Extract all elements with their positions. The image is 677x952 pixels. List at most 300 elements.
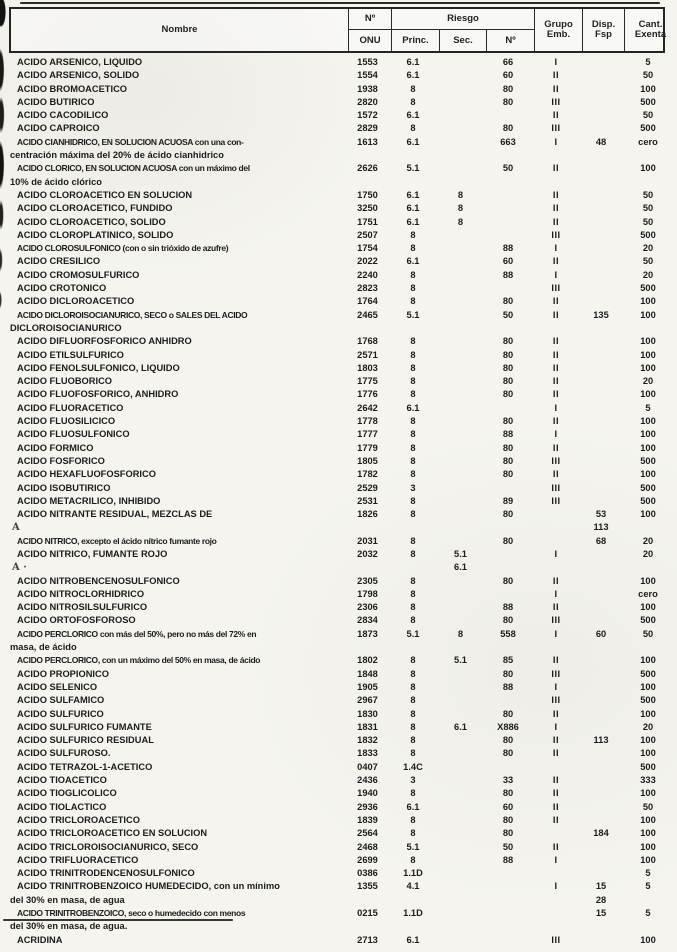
cell-nombre: ACIDO SULFURICO FUMANTE (17, 721, 152, 732)
cell-grupo-emb: I (554, 588, 558, 599)
cell-riesgo-num: 80 (502, 123, 514, 134)
cell-riesgo-princ: 8 (410, 655, 416, 666)
cell-nombre: ACIDO NITROCLORHIDRICO (17, 588, 145, 599)
cell-riesgo-princ: 8 (410, 429, 416, 440)
cell-grupo-emb: II (552, 349, 560, 360)
cell-nombre: ACIDO FLUORACETICO (17, 402, 124, 413)
cell-cant-exenta: 20 (642, 721, 654, 732)
table-row (9, 162, 674, 175)
table-header (9, 7, 665, 53)
cell-riesgo-princ: 8 (410, 588, 416, 599)
cell-riesgo-sec: 8 (457, 203, 464, 214)
cell-onu: 1873 (357, 628, 378, 639)
cell-riesgo-princ: 8 (410, 349, 416, 360)
cell-riesgo-num: 80 (502, 442, 514, 453)
cell-cant-exenta: 5 (645, 881, 651, 892)
table-row (9, 734, 674, 747)
table-row (9, 575, 674, 588)
cell-riesgo-princ: 8 (410, 123, 416, 134)
cell-onu: 2531 (357, 495, 378, 506)
cell-cant-exenta: 50 (642, 110, 654, 121)
header-disp-esp (582, 9, 624, 51)
cell-cant-exenta: 100 (640, 748, 656, 759)
cell-grupo-emb: II (552, 575, 560, 586)
cell-riesgo-num: 80 (502, 296, 514, 307)
table-row (9, 535, 674, 548)
cell-nombre: ACIDO TRICLOROISOCIANURICO, SECO (17, 841, 199, 852)
table-row-cont (9, 894, 674, 907)
table-row (9, 83, 674, 96)
cell-nombre: ACIDO NITROSILSULFURICO (17, 602, 148, 613)
header-riesgo-num: Nº (486, 30, 534, 51)
cell-grupo-emb: III (551, 695, 561, 706)
cell-onu: 2529 (357, 482, 378, 493)
cell-riesgo-princ: 8 (410, 748, 416, 759)
table-row-cont (9, 176, 674, 189)
cell-riesgo-num: 60 (502, 70, 514, 81)
cell-cant-exenta: 500 (640, 482, 656, 493)
cell-riesgo-princ: 8 (410, 336, 416, 347)
cell-nombre: DICLOROISOCIANURICO (10, 322, 122, 333)
cell-nombre: ACIDO CROMOSULFURICO (17, 269, 140, 280)
header-grupo-line1: Grupo (544, 19, 573, 30)
cell-grupo-emb: III (551, 615, 561, 626)
table-row-cont (9, 149, 674, 162)
cell-riesgo-princ: 3 (410, 775, 416, 786)
cell-riesgo-num: 80 (502, 828, 514, 839)
cell-riesgo-princ: 8 (410, 269, 416, 280)
cell-nombre: ACIDO HEXAFLUOFOSFORICO (17, 469, 156, 480)
cell-disp-esp: 68 (595, 535, 607, 546)
cell-cant-exenta: cero (638, 136, 658, 147)
cell-riesgo-princ: 8 (410, 96, 416, 107)
cell-onu: 1905 (357, 681, 378, 692)
cell-grupo-emb: III (551, 495, 561, 506)
table-row (9, 442, 674, 455)
cell-grupo-emb: II (552, 336, 560, 347)
cell-nombre: ACIDO FLUOBORICO (17, 376, 113, 387)
cell-cant-exenta: 50 (642, 801, 654, 812)
cell-riesgo-num: 80 (502, 96, 514, 107)
cell-riesgo-num: 80 (502, 575, 514, 586)
table-row (9, 455, 674, 468)
header-cant-line2: Exenta (634, 29, 667, 40)
cell-cant-exenta: 5 (645, 868, 651, 879)
cell-cant-exenta: 20 (642, 376, 654, 387)
cell-riesgo-num: 33 (502, 775, 514, 786)
cell-riesgo-princ: 8 (410, 721, 416, 732)
cell-grupo-emb: III (551, 934, 561, 945)
cell-cant-exenta: 50 (642, 628, 654, 639)
table-row (9, 335, 674, 348)
cell-riesgo-princ: 8 (410, 283, 416, 294)
cell-nombre: ACIDO ETILSULFURICO (17, 349, 124, 360)
cell-grupo-emb: II (552, 442, 560, 453)
cell-riesgo-princ: 6.1 (406, 203, 420, 214)
cell-riesgo-princ: 6.1 (406, 70, 420, 81)
cell-cant-exenta: 333 (640, 775, 656, 786)
cell-riesgo-princ: 5.1 (406, 841, 420, 852)
cell-cant-exenta: 20 (642, 243, 654, 254)
cell-grupo-emb: I (554, 429, 558, 440)
cell-nombre: ACIDO SULFAMICO (17, 695, 105, 706)
cell-riesgo-princ: 8 (410, 229, 416, 240)
cell-riesgo-num: 50 (502, 309, 514, 320)
cell-grupo-emb: III (551, 455, 561, 466)
cell-cant-exenta: 50 (642, 203, 654, 214)
cell-riesgo-princ: 8 (410, 416, 416, 427)
cell-riesgo-num: 80 (502, 83, 514, 94)
header-onu-bottom: ONU (348, 30, 391, 51)
table-row (9, 787, 674, 800)
cell-nombre: centración máxima del 20% de ácido cianhidrico (10, 150, 224, 161)
cell-grupo-emb: II (552, 110, 560, 121)
cell-riesgo-princ: 5.1 (406, 309, 420, 320)
cell-grupo-emb: II (552, 841, 560, 852)
table-body (9, 56, 674, 947)
cell-riesgo-princ: 6.1 (406, 934, 420, 945)
cell-cant-exenta: 50 (642, 216, 654, 227)
cell-disp-esp: 28 (595, 894, 607, 905)
cell-cant-exenta: 500 (640, 668, 656, 679)
cell-cant-exenta: 50 (642, 256, 654, 267)
cell-riesgo-num: X886 (497, 721, 519, 732)
cell-disp-esp: 135 (593, 309, 609, 320)
cell-onu: 1826 (357, 509, 378, 520)
cell-onu: 2032 (357, 548, 378, 559)
cell-cant-exenta: 100 (640, 854, 656, 865)
table-row (9, 402, 674, 415)
table-row (9, 761, 674, 774)
table-row (9, 668, 674, 681)
cell-cant-exenta: 100 (640, 296, 656, 307)
cell-cant-exenta: 100 (640, 309, 656, 320)
cell-nombre: ACIDO CLOROPLATINICO, SOLIDO (17, 229, 174, 240)
cell-nombre: ACIDO FLUOSULFONICO (17, 429, 130, 440)
cell-cant-exenta: 100 (640, 349, 656, 360)
cell-nombre: ACIDO FENOLSULFONICO, LIQUIDO (17, 362, 180, 373)
cell-cant-exenta: 100 (640, 429, 656, 440)
table-row (9, 242, 674, 255)
cell-riesgo-num: 80 (502, 455, 514, 466)
cell-onu: 2305 (357, 575, 378, 586)
table-row (9, 907, 674, 920)
cell-onu: 1355 (357, 881, 378, 892)
cell-onu: 1805 (357, 455, 378, 466)
cell-onu: 3250 (357, 203, 378, 214)
cell-cant-exenta: 500 (640, 455, 656, 466)
cell-nombre: ACIDO DICLOROACETICO (17, 296, 135, 307)
table-row (9, 548, 674, 561)
cell-nombre: ACIDO METACRILICO, INHIBIDO (17, 495, 161, 506)
cell-onu: 2967 (357, 695, 378, 706)
cell-onu: 1833 (357, 748, 378, 759)
cell-onu: 0407 (357, 761, 378, 772)
table-row (9, 56, 674, 69)
cell-grupo-emb: I (554, 628, 558, 639)
cell-onu: 1798 (357, 588, 378, 599)
table-row-cont (9, 920, 674, 933)
table-row (9, 880, 674, 893)
cell-riesgo-num: 80 (502, 509, 514, 520)
cell-riesgo-princ: 8 (410, 442, 416, 453)
cell-nombre: ACIDO BROMOACETICO (17, 83, 128, 94)
table-row (9, 255, 674, 268)
cell-onu: 2022 (357, 256, 378, 267)
cell-grupo-emb: II (552, 748, 560, 759)
cell-onu: 1768 (357, 336, 378, 347)
cell-grupo-emb: I (554, 548, 558, 559)
cell-cant-exenta: 100 (640, 442, 656, 453)
cell-nombre: ACIDO CAPROICO (17, 123, 100, 134)
cell-cant-exenta: 500 (640, 229, 656, 240)
table-row (9, 801, 674, 814)
table-row (9, 69, 674, 82)
cell-grupo-emb: II (552, 602, 560, 613)
table-row (9, 814, 674, 827)
cell-grupo-emb: II (552, 256, 560, 267)
cell-onu: 1553 (357, 57, 378, 67)
cell-disp-esp: 15 (595, 881, 607, 892)
header-grupo-emb (534, 9, 582, 51)
cell-grupo-emb: III (551, 96, 561, 107)
cell-riesgo-princ: 8 (410, 83, 416, 94)
cell-onu: 1754 (357, 243, 378, 254)
cell-onu: 2642 (357, 402, 378, 413)
cell-onu: 2306 (357, 602, 378, 613)
cell-nombre: ACIDO ARSENICO, LIQUIDO (17, 57, 143, 67)
cell-riesgo-princ: 8 (410, 469, 416, 480)
cell-cant-exenta: cero (638, 588, 658, 599)
table-row (9, 508, 674, 521)
table-row (9, 934, 674, 947)
cell-onu: 1751 (357, 216, 378, 227)
table-row (9, 747, 674, 760)
cell-riesgo-num: 80 (502, 535, 514, 546)
cell-riesgo-princ: 6.1 (406, 402, 420, 413)
cell-cant-exenta: 20 (642, 548, 654, 559)
cell-nombre: ACIDO TIOACETICO (17, 775, 107, 786)
cell-onu: 1832 (357, 735, 378, 746)
cell-onu: 2713 (357, 934, 378, 945)
cell-nombre: 10% de ácido clórico (10, 176, 102, 187)
cell-cant-exenta: 100 (640, 509, 656, 520)
cell-grupo-emb: II (552, 83, 560, 94)
cell-riesgo-num: 80 (502, 469, 514, 480)
cell-cant-exenta: 500 (640, 283, 656, 294)
cell-riesgo-num: 80 (502, 735, 514, 746)
cell-grupo-emb: II (552, 775, 560, 786)
table-row-cont (9, 322, 674, 335)
cell-grupo-emb: II (552, 788, 560, 799)
cell-grupo-emb: I (554, 402, 558, 413)
cell-cant-exenta: 500 (640, 123, 656, 134)
cell-grupo-emb: III (551, 283, 561, 294)
cell-grupo-emb: I (554, 681, 558, 692)
cell-onu: 1554 (357, 70, 378, 81)
cell-grupo-emb: II (552, 416, 560, 427)
cell-disp-esp: 113 (593, 522, 609, 533)
cell-cant-exenta: 100 (640, 575, 656, 586)
cell-riesgo-princ: 6.1 (406, 136, 420, 147)
cell-grupo-emb: I (554, 136, 558, 147)
cell-grupo-emb: II (552, 189, 560, 200)
cell-onu: 1782 (357, 469, 378, 480)
cell-riesgo-princ: 5.1 (406, 163, 420, 174)
scan-edge-noise (0, 0, 8, 330)
cell-nombre: ACIDO CLORICO, EN SOLUCION ACUOSA con un máximo del (17, 163, 250, 174)
cell-nombre: ACIDO CLOROACETICO, SOLIDO (17, 216, 166, 227)
table-row (9, 694, 674, 707)
cell-grupo-emb: I (554, 243, 558, 254)
cell-cant-exenta: 500 (640, 495, 656, 506)
cell-nombre: del 30% en masa, de agua. (10, 921, 128, 932)
cell-onu: 2626 (357, 163, 378, 174)
cell-cant-exenta: 20 (642, 535, 654, 546)
cell-nombre: ACIDO ARSENICO, SOLIDO (17, 70, 140, 81)
cell-nombre: ACIDO SULFURICO (17, 708, 104, 719)
cell-riesgo-princ: 5.1 (406, 628, 420, 639)
cell-riesgo-princ: 1.4C (403, 761, 423, 772)
cell-grupo-emb: II (552, 203, 560, 214)
cell-riesgo-num: 60 (502, 801, 514, 812)
table-row (9, 282, 674, 295)
cell-nombre: ACIDO ORTOFOSFOROSO (17, 615, 136, 626)
cell-riesgo-princ: 8 (410, 535, 416, 546)
cell-nombre: ACIDO FLUOSILICICO (17, 416, 116, 427)
cell-cant-exenta: 500 (640, 695, 656, 706)
cell-nombre: ACIDO TRINITROBENZOICO HUMEDECIDO, con un mínimo (17, 881, 280, 892)
table-row (9, 388, 674, 401)
cell-riesgo-num: 88 (502, 429, 514, 440)
cell-riesgo-num: 80 (502, 668, 514, 679)
cell-nombre: ACIDO TRINITROBENZOICO, seco o humedecido con menos (17, 908, 246, 918)
cell-grupo-emb: II (552, 389, 560, 400)
cell-riesgo-princ: 8 (410, 854, 416, 865)
cell-onu: 2240 (357, 269, 378, 280)
cell-grupo-emb: III (551, 482, 561, 493)
table-row (9, 362, 674, 375)
cell-onu: 2436 (357, 775, 378, 786)
header-riesgo-princ: Princ. (391, 30, 439, 51)
cell-cant-exenta: 100 (640, 735, 656, 746)
cell-grupo-emb: II (552, 376, 560, 387)
table-row (9, 482, 674, 495)
cell-nombre: ACIDO BUTIRICO (17, 96, 95, 107)
cell-riesgo-sec: 8 (457, 628, 464, 639)
cell-riesgo-num: 60 (502, 256, 514, 267)
cell-onu: 1848 (357, 668, 378, 679)
table-row (9, 827, 674, 840)
cell-grupo-emb: III (551, 229, 561, 240)
cell-onu: 1764 (357, 296, 378, 307)
cell-onu: 1802 (357, 655, 378, 666)
cell-riesgo-num: 80 (502, 416, 514, 427)
table-row-artifact (9, 561, 674, 574)
table-row (9, 202, 674, 215)
cell-grupo-emb: I (554, 854, 558, 865)
cell-nombre: ACIDO CROTONICO (17, 283, 107, 294)
table-row (9, 269, 674, 282)
cell-disp-esp: 15 (595, 908, 607, 918)
table-row (9, 468, 674, 481)
cell-riesgo-num: 88 (502, 243, 514, 254)
table-row (9, 109, 674, 122)
table-row (9, 189, 674, 202)
cell-onu: 1778 (357, 416, 378, 427)
cell-riesgo-princ: 8 (410, 362, 416, 373)
cell-onu: 2699 (357, 854, 378, 865)
table-row (9, 601, 674, 614)
table-row (9, 841, 674, 854)
table-row (9, 295, 674, 308)
cell-cant-exenta: 100 (640, 655, 656, 666)
cell-riesgo-sec: 8 (457, 216, 464, 227)
cell-riesgo-num: 80 (502, 389, 514, 400)
table-row (9, 229, 674, 242)
header-onu-top: Nº (348, 9, 391, 30)
cell-riesgo-princ: 8 (410, 708, 416, 719)
cell-cant-exenta: 100 (640, 788, 656, 799)
cell-riesgo-num: 80 (502, 748, 514, 759)
cell-nombre: ACIDO FOSFORICO (17, 455, 105, 466)
cell-cant-exenta: 5 (645, 57, 651, 67)
cell-riesgo-princ: 6.1 (406, 256, 420, 267)
cell-grupo-emb: II (552, 469, 560, 480)
cell-nombre: A · (12, 562, 27, 574)
header-nombre: Nombre (161, 24, 198, 35)
cell-riesgo-num: 80 (502, 349, 514, 360)
cell-nombre: ACIDO PROPIONICO (17, 668, 109, 679)
cell-onu: 1940 (357, 788, 378, 799)
table-row (9, 428, 674, 441)
cell-nombre: ACIDO TRICLOROACETICO EN SOLUCION (17, 828, 208, 839)
table-row-artifact (9, 521, 674, 534)
cell-riesgo-princ: 8 (410, 735, 416, 746)
cell-cant-exenta: 100 (640, 708, 656, 719)
cell-riesgo-princ: 8 (410, 376, 416, 387)
cell-grupo-emb: II (552, 216, 560, 227)
table-row (9, 349, 674, 362)
cell-disp-esp: 60 (595, 628, 607, 639)
page-top-rule (20, 2, 660, 4)
cell-cant-exenta: 100 (640, 362, 656, 373)
cell-onu: 1750 (357, 189, 378, 200)
cell-riesgo-princ: 8 (410, 695, 416, 706)
cell-nombre: ACIDO SULFURICO RESIDUAL (17, 735, 154, 746)
cell-riesgo-princ: 8 (410, 828, 416, 839)
cell-cant-exenta: 100 (640, 163, 656, 174)
table-row (9, 614, 674, 627)
cell-riesgo-princ: 8 (410, 495, 416, 506)
cell-riesgo-princ: 8 (410, 389, 416, 400)
table-row (9, 681, 674, 694)
cell-riesgo-num: 88 (502, 854, 514, 865)
cell-nombre: ACIDO DIFLUORFOSFORICO ANHIDRO (17, 336, 192, 347)
cell-onu: 1831 (357, 721, 378, 732)
cell-nombre: ACIDO PERCLORICO con más del 50%, pero no más del 72% en (17, 628, 257, 639)
cell-riesgo-princ: 8 (410, 788, 416, 799)
cell-riesgo-num: 89 (502, 495, 514, 506)
cell-riesgo-princ: 8 (410, 296, 416, 307)
cell-riesgo-princ: 8 (410, 814, 416, 825)
cell-riesgo-princ: 8 (410, 548, 416, 559)
cell-grupo-emb: I (554, 721, 558, 732)
cell-riesgo-num: 66 (502, 57, 514, 67)
table-row (9, 654, 674, 667)
cell-riesgo-princ: 3 (410, 482, 416, 493)
cell-riesgo-num: 663 (500, 136, 516, 147)
